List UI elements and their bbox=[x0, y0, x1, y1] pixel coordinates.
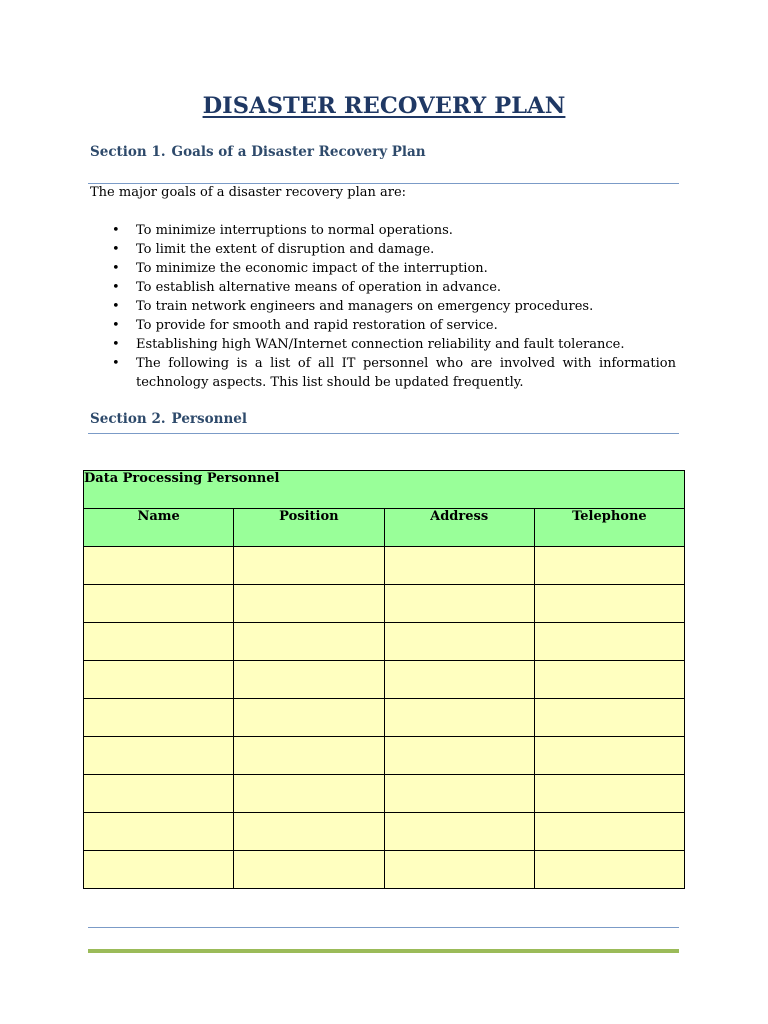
table-cell-address bbox=[384, 623, 534, 661]
goals-list bbox=[90, 221, 676, 392]
section-2-rule bbox=[88, 433, 679, 434]
table-row bbox=[84, 851, 685, 889]
goal-item bbox=[90, 297, 676, 316]
table-row bbox=[84, 775, 685, 813]
table-cell-name bbox=[84, 851, 234, 889]
table-cell-position bbox=[234, 851, 384, 889]
table-cell-position bbox=[234, 813, 384, 851]
column-header-telephone: Telephone bbox=[534, 509, 684, 547]
table-row bbox=[84, 737, 685, 775]
goal-text: The following is a list of all IT personnel who are involved with information technology aspects. This list should be updated frequently. bbox=[136, 356, 676, 390]
bullet-icon: • bbox=[112, 356, 120, 371]
table-cell-name bbox=[84, 585, 234, 623]
table-cell-telephone bbox=[534, 737, 684, 775]
table-row bbox=[84, 699, 685, 737]
bullet-icon: • bbox=[112, 261, 120, 276]
table-row bbox=[84, 585, 685, 623]
table-cell-address bbox=[384, 775, 534, 813]
bullet-icon: • bbox=[112, 337, 120, 352]
goal-text: To provide for smooth and rapid restoration of service. bbox=[136, 318, 498, 333]
table-cell-address bbox=[384, 661, 534, 699]
bullet-icon: • bbox=[112, 242, 120, 257]
table-cell-position bbox=[234, 585, 384, 623]
goal-item bbox=[90, 240, 676, 259]
bullet-icon: • bbox=[112, 280, 120, 295]
goal-item bbox=[90, 354, 676, 392]
table-cell-telephone bbox=[534, 699, 684, 737]
section-1-intro: The major goals of a disaster recovery plan are: bbox=[90, 185, 407, 200]
column-header-address: Address bbox=[384, 509, 534, 547]
document-title: DISASTER RECOVERY PLAN bbox=[202, 93, 566, 119]
table-row bbox=[84, 813, 685, 851]
table-cell-address bbox=[384, 585, 534, 623]
table-cell-name bbox=[84, 623, 234, 661]
table-cell-position bbox=[234, 699, 384, 737]
footer-rule bbox=[88, 927, 679, 928]
goal-item bbox=[90, 316, 676, 335]
section-2-heading bbox=[90, 411, 247, 427]
goal-item bbox=[90, 335, 676, 354]
table-cell-telephone bbox=[534, 775, 684, 813]
table-cell-telephone bbox=[534, 851, 684, 889]
table-row bbox=[84, 623, 685, 661]
personnel-table-wrapper bbox=[83, 470, 685, 889]
table-caption-row bbox=[84, 471, 685, 509]
section-1-title: Goals of a Disaster Recovery Plan bbox=[171, 144, 426, 160]
table-cell-name bbox=[84, 547, 234, 585]
table-cell-telephone bbox=[534, 623, 684, 661]
table-row bbox=[84, 661, 685, 699]
table-cell-name bbox=[84, 737, 234, 775]
table-cell-telephone bbox=[534, 661, 684, 699]
table-cell-position bbox=[234, 547, 384, 585]
table-cell-telephone bbox=[534, 547, 684, 585]
table-cell-position bbox=[234, 661, 384, 699]
personnel-table bbox=[83, 470, 685, 889]
goal-text: To establish alternative means of operation in advance. bbox=[136, 280, 502, 295]
table-cell-address bbox=[384, 699, 534, 737]
table-header-row bbox=[84, 509, 685, 547]
table-cell-name bbox=[84, 699, 234, 737]
section-1-rule bbox=[88, 183, 679, 184]
column-header-name: Name bbox=[84, 509, 234, 547]
section-1-heading bbox=[90, 144, 426, 160]
table-cell-address bbox=[384, 547, 534, 585]
table-caption: Data Processing Personnel bbox=[84, 471, 685, 509]
table-cell-name bbox=[84, 813, 234, 851]
table-cell-address bbox=[384, 851, 534, 889]
goal-text: To limit the extent of disruption and damage. bbox=[136, 242, 435, 257]
goal-item bbox=[90, 278, 676, 297]
table-cell-telephone bbox=[534, 813, 684, 851]
goal-text: To minimize the economic impact of the interruption. bbox=[136, 261, 488, 276]
table-cell-position bbox=[234, 737, 384, 775]
goal-text: To train network engineers and managers on emergency procedures. bbox=[136, 299, 594, 314]
table-row bbox=[84, 547, 685, 585]
column-header-position: Position bbox=[234, 509, 384, 547]
goal-item bbox=[90, 221, 676, 240]
goal-item bbox=[90, 259, 676, 278]
section-2-title: Personnel bbox=[171, 411, 247, 427]
bullet-icon: • bbox=[112, 299, 120, 314]
table-cell-address bbox=[384, 813, 534, 851]
table-cell-name bbox=[84, 661, 234, 699]
table-cell-address bbox=[384, 737, 534, 775]
section-2-number: Section 2. bbox=[90, 411, 166, 427]
table-cell-position bbox=[234, 775, 384, 813]
footer-accent-rule bbox=[88, 949, 679, 953]
bullet-icon: • bbox=[112, 318, 120, 333]
bullet-icon: • bbox=[112, 223, 120, 238]
section-1-number: Section 1. bbox=[90, 144, 166, 160]
table-cell-position bbox=[234, 623, 384, 661]
table-cell-name bbox=[84, 775, 234, 813]
goal-text: Establishing high WAN/Internet connection reliability and fault tolerance. bbox=[136, 337, 625, 352]
table-cell-telephone bbox=[534, 585, 684, 623]
goal-text: To minimize interruptions to normal operations. bbox=[136, 223, 453, 238]
